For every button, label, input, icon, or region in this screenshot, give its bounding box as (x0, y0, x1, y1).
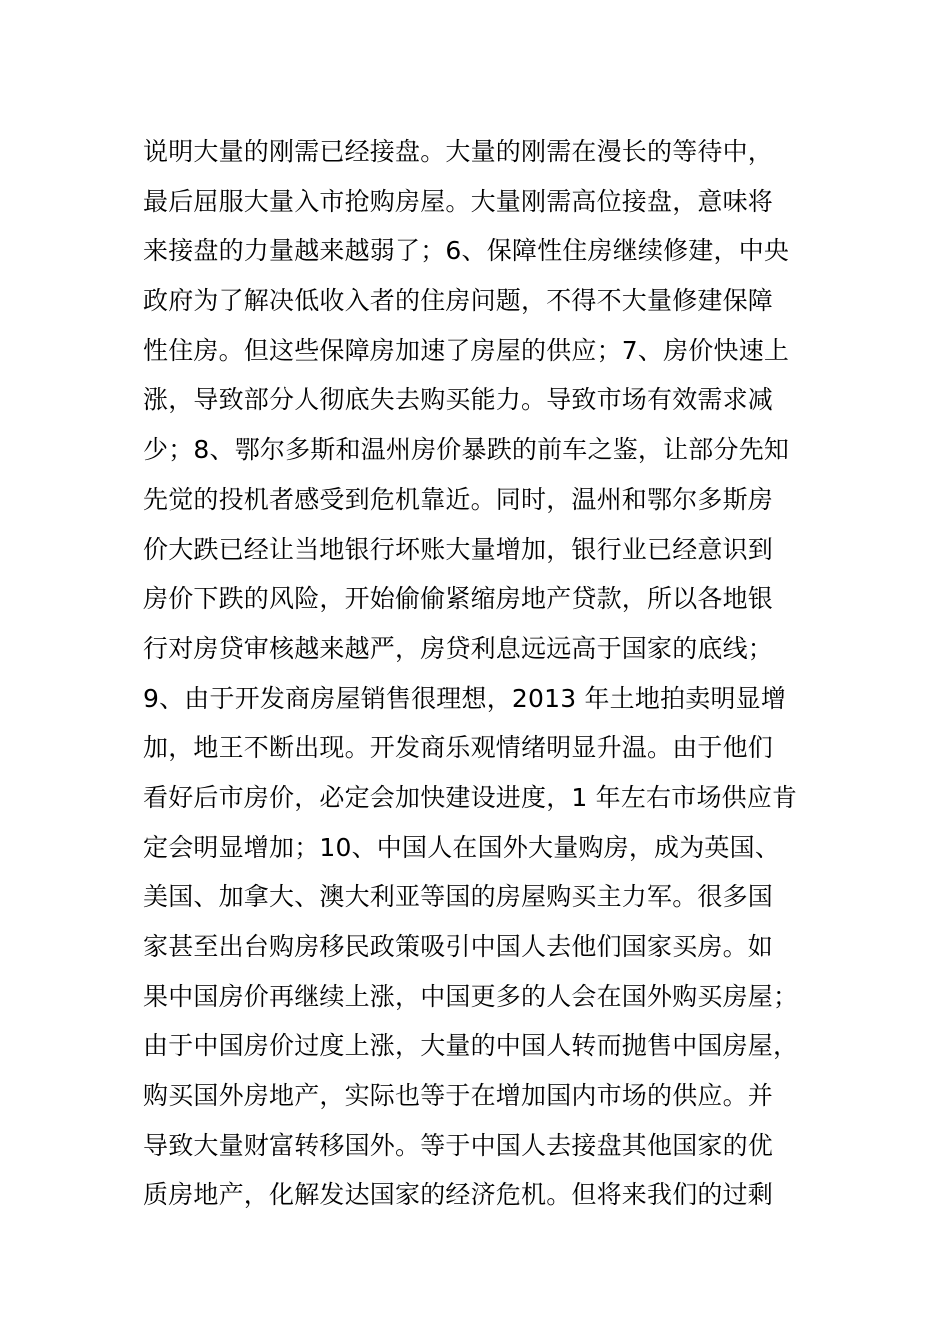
text-line: 性住房。但这些保障房加速了房屋的供应；7、房价快速上 (143, 335, 790, 365)
text-line: 家甚至出台购房移民政策吸引中国人去他们国家买房。如 (143, 932, 774, 961)
text-line: 购买国外房地产，实际也等于在增加国内市场的供应。并 (143, 1081, 774, 1111)
text-line: 房价下跌的风险，开始偷偷紧缩房地产贷款，所以各地银 (143, 584, 774, 614)
text-line: 少；8、鄂尔多斯和温州房价暴跌的前车之鉴，让部分先知 (143, 435, 790, 465)
text-line: 说明大量的刚需已经接盘。大量的刚需在漫长的等待中， (143, 137, 774, 166)
text-line: 由于中国房价过度上涨，大量的中国人转而抛售中国房屋， (143, 1031, 799, 1061)
text-line: 价大跌已经让当地银行坏账大量增加，银行业已经意识到 (143, 534, 774, 564)
text-line: 定会明显增加；10、中国人在国外大量购房，成为英国、 (143, 832, 781, 862)
text-line: 美国、加拿大、澳大利亚等国的房屋购买主力军。很多国 (143, 882, 774, 912)
text-line: 政府为了解决低收入者的住房问题，不得不大量修建保障 (143, 286, 774, 316)
body-text (143, 127, 823, 1220)
text-line: 加，地王不断出现。开发商乐观情绪明显升温。由于他们 (143, 733, 774, 763)
text-line: 来接盘的力量越来越弱了；6、保障性住房继续修建，中央 (143, 236, 790, 266)
text-line: 行对房贷审核越来越严，房贷利息远远高于国家的底线； (143, 633, 774, 663)
text-line: 质房地产，化解发达国家的经济危机。但将来我们的过剩 (143, 1180, 774, 1210)
text-line: 果中国房价再继续上涨，中国更多的人会在国外购买房屋； (143, 981, 799, 1011)
text-line: 9、由于开发商房屋销售很理想，2013 年土地拍卖明显增 (143, 683, 787, 713)
text-line: 涨，导致部分人彻底失去购买能力。导致市场有效需求减 (143, 385, 774, 415)
text-line: 看好后市房价，必定会加快建设进度，1 年左右市场供应肯 (143, 782, 798, 812)
text-line: 最后屈服大量入市抢购房屋。大量刚需高位接盘，意味将 (143, 186, 774, 216)
text-line: 导致大量财富转移国外。等于中国人去接盘其他国家的优 (143, 1130, 774, 1160)
text-line: 先觉的投机者感受到危机靠近。同时，温州和鄂尔多斯房 (143, 484, 774, 514)
